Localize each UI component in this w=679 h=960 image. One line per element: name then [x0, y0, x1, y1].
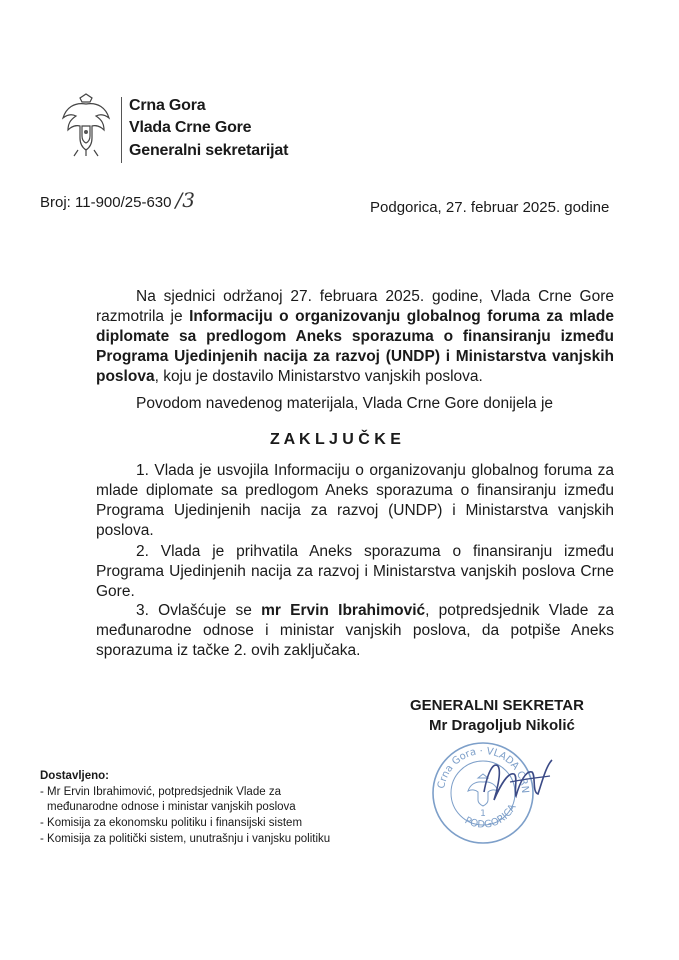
intro-paragraph — [96, 287, 614, 387]
stamp-city-text-path: PODGORICA — [462, 802, 519, 831]
intro-decision-line: Povodom navedenog materijala, Vlada Crne Gore donijela je — [136, 395, 554, 412]
distribution-item: - Mr Ervin Ibrahimović, potpredsjednik Vlade za — [40, 786, 281, 798]
stamp-number: 1 — [480, 809, 486, 819]
conclusion-1: 1. Vlada je usvojila Informaciju o organizovanju globalnog foruma za mlade diplomate sa predlogom Aneks sporazuma o finansiranju između Programa Ujedinjenih nacija za razvoj (UNDP) i Ministarstva vanjskih poslova. — [96, 462, 614, 539]
header-country: Crna Gora — [129, 97, 206, 114]
conclusion-3-name: mr Ervin Ibrahimović — [261, 602, 426, 619]
intro-text-c: , koju je dostavilo Ministarstvo vanjskih poslova. — [154, 368, 483, 385]
handwritten-suffix: /3 — [175, 188, 195, 212]
distribution-heading: Dostavljeno: — [40, 770, 110, 782]
conclusion-2: 2. Vlada je prihvatila Aneks sporazuma o finansiranju između Programa Ujedinjenih nacija za razvoj i Ministarstva vanjskih poslova Crne Gore. — [96, 543, 614, 600]
place-date: Podgorica, 27. februar 2025. godine — [370, 199, 610, 216]
intro-text-bold: Informaciju o organizovanju globalnog foruma za mlade diplomate sa predlogom Aneks sporazuma o finansiranju između Programa Ujedinjenih nacija za razvoj (UNDP) i Ministarstva vanjskih poslova — [96, 308, 614, 385]
distribution-item: - Komisija za ekonomsku politiku i finansijski sistem — [40, 817, 303, 829]
intro-text-a: Na sjednici održanoj 27. februara 2025. godine, Vlada Crne Gore razmotrila je — [96, 288, 614, 325]
conclusion-3-text-a: 3. Ovlašćuje se — [136, 602, 262, 619]
handwritten-signature — [480, 752, 560, 812]
stamp-top-text-path: Crna Gora · VLADA CRN — [436, 745, 531, 794]
coat-of-arms-icon — [60, 92, 112, 158]
header-divider — [121, 97, 122, 163]
signature-name: Mr Dragoljub Nikolić — [429, 717, 575, 734]
signature-title: GENERALNI SEKRETAR — [410, 697, 584, 714]
conclusion-3-text-c: , potpredsjednik Vlade za međunarodne odnose i ministar vanjskih poslova, da potpiše Aneks sporazuma iz tačke 2. ovih zaključaka. — [96, 602, 614, 659]
header-secretariat: Generalni sekretarijat — [129, 142, 289, 159]
distribution-item: - Komisija za politički sistem, unutrašnju i vanjsku politiku — [40, 833, 331, 845]
conclusions-heading: Z A K L J U Č K E — [270, 431, 401, 448]
reference-number-text: Broj: 11-900/25-630 — [40, 194, 172, 211]
conclusion-3 — [96, 601, 614, 661]
distribution-item: međunarodne odnose i ministar vanjskih poslova — [47, 801, 296, 813]
header-government: Vlada Crne Gore — [129, 119, 252, 136]
reference-number — [40, 188, 195, 212]
